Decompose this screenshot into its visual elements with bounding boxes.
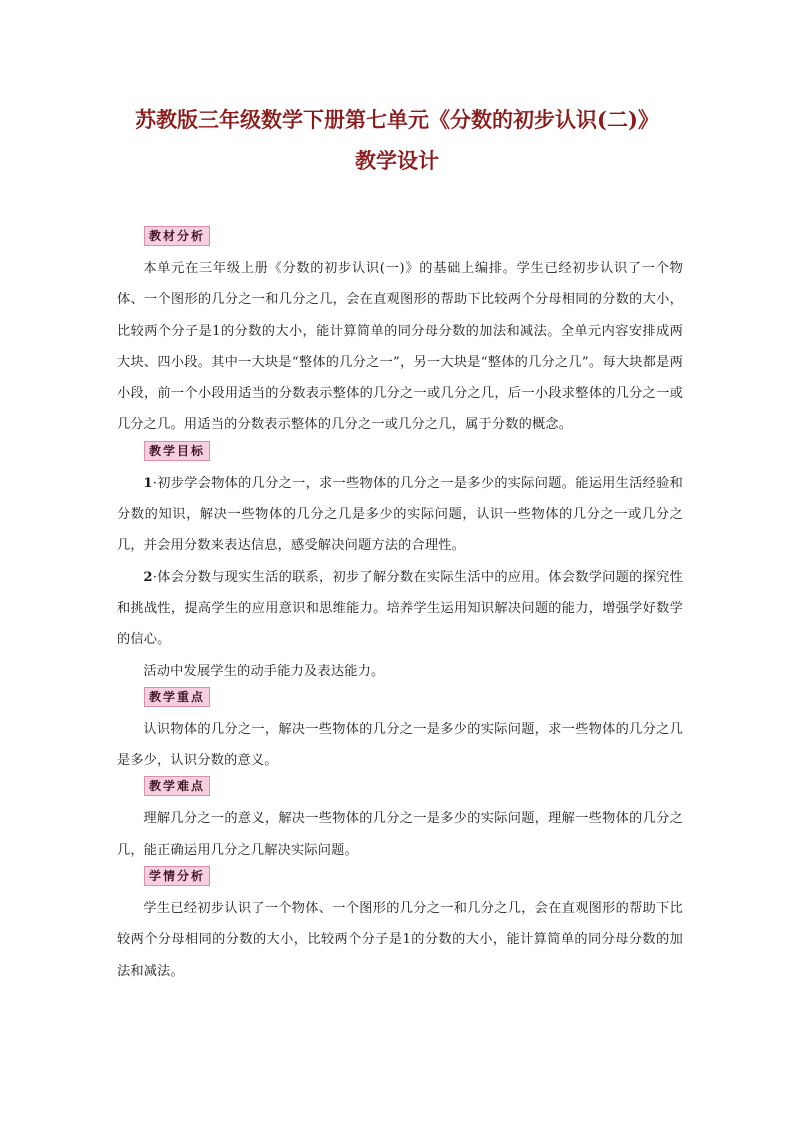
student-analysis-paragraph: 学生已经初步认识了一个物体、一个图形的几分之一和几分之几，会在直观图形的帮助下比较两个分母相同的分数的大小，比较两个分子是1的分数的大小，能计算简单的同分母分数的加法和减法。 (117, 901, 683, 979)
goal-number: 1 (143, 475, 153, 491)
analysis-paragraph: 本单元在三年级上册《分数的初步认识(一)》的基础上编排。学生已经初步认识了一个物体、一个图形的几分之一和几分之几，会在直观图形的帮助下比较两个分母相同的分数的大小，比较两个分子是1的分数的大小，能计算简单的同分母分数的加法和减法。全单元内容安排成两大块、四小段。其中一大块是“整体的几分之一”，另一大块是“整体的几分之几”。每大块都是两小段，前一个小段用适当的分数表示整体的几分之一或几分之几，后一小段求整体的几分之一或几分之几。用适当的分数表示整体的几分之一或几分之几，属于分数的概念。 (117, 261, 683, 433)
goal-text: ·初步学会物体的几分之一，求一些物体的几分之一是多少的实际问题。能运用生活经验和分数的知识，解决一些物体的几分之几是多少的实际问题，认识一些物体的几分之一或几分之几，并会用分数来表达信息，感受解决问题方法的合理性。 (117, 475, 683, 554)
section-textbook-analysis (117, 226, 683, 441)
goal-item-2 (117, 562, 683, 656)
key-points-paragraph: 认识物体的几分之一，解决一些物体的几分之一是多少的实际问题，求一些物体的几分之几是多少，认识分数的意义。 (117, 721, 683, 769)
section-key-points (117, 687, 683, 777)
section-badge-difficulties: 教学难点 (144, 776, 210, 796)
difficulties-paragraph: 理解几分之一的意义，解决一些物体的几分之一是多少的实际问题，理解一些物体的几分之几，能正确运用几分之几解决实际问题。 (117, 811, 683, 858)
section-badge-student-analysis: 学情分析 (144, 866, 210, 886)
document-subtitle: 教学设计 (355, 148, 439, 173)
section-difficulties (117, 776, 683, 866)
section-badge-teaching-goals: 教学目标 (144, 441, 210, 461)
goal-text: ·体会分数与现实生活的联系，初步了解分数在实际生活中的应用。体会数学问题的探究性和挑战性，提高学生的应用意识和思维能力。培养学生运用知识解决问题的能力，增强学好数学的信心。 (117, 569, 683, 648)
section-badge-textbook-analysis: 教材分析 (144, 226, 210, 246)
goal-number: 2 (143, 569, 153, 585)
document-body (117, 226, 683, 987)
section-student-analysis (117, 866, 683, 987)
document-title: 苏教版三年级数学下册第七单元《分数的初步认识(二)》 (135, 107, 659, 132)
section-badge-key-points: 教学重点 (144, 687, 210, 707)
goal-extra: 活动中发展学生的动手能力及表达能力。 (143, 663, 385, 679)
section-teaching-goals (117, 441, 683, 687)
goal-item-1 (117, 468, 683, 562)
